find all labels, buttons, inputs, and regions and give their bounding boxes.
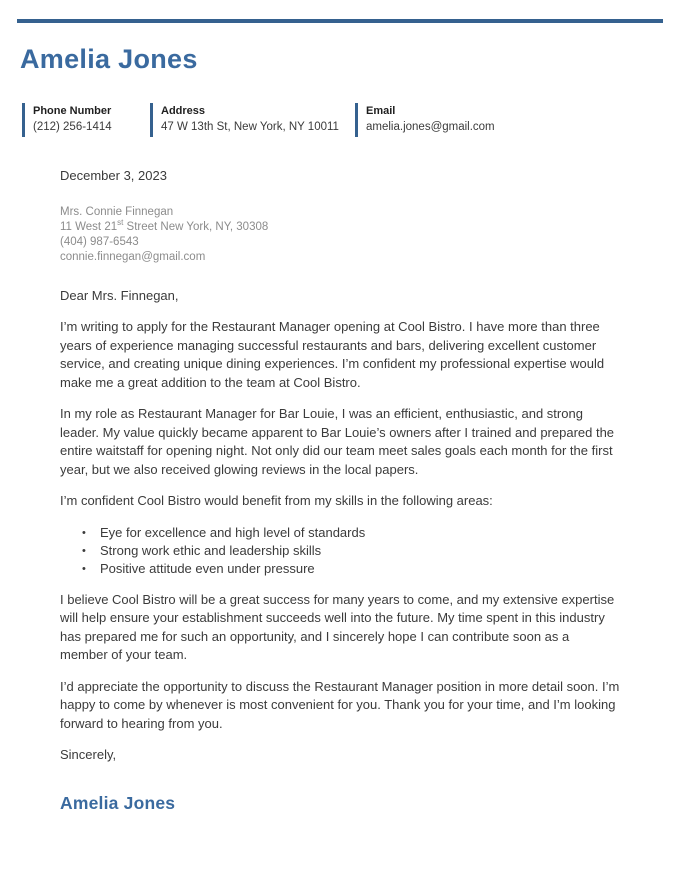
letter-body bbox=[60, 167, 620, 812]
contact-email bbox=[355, 103, 555, 137]
contact-phone-value: (212) 256-1414 bbox=[33, 121, 112, 133]
paragraph-intro: I’m writing to apply for the Restaurant Manager opening at Cool Bistro. I have more than three years of experience managing successful restaurants and bars, delivering excellent customer service, and creating unique dining experiences. I’m confident my professional expertise would make me a great addition to the team at Cool Bistro. bbox=[60, 319, 605, 390]
paragraph-experience: In my role as Restaurant Manager for Bar Louie, I was an efficient, enthusiastic, and strong leader. My value quickly became apparent to Bar Louie’s owners after I trained and prepared the entire waitstaff for opening night. Not only did our team meet sales goals each month for the first year, but we also received glowing reviews in the local papers. bbox=[60, 406, 615, 477]
recipient-phone: (404) 987-6543 bbox=[60, 235, 139, 248]
contact-bar bbox=[22, 103, 555, 137]
closing: Sincerely, bbox=[60, 747, 117, 762]
salutation: Dear Mrs. Finnegan, bbox=[60, 287, 179, 303]
contact-email-label: Email bbox=[366, 105, 396, 117]
recipient-address: 11 West 21st Street New York, NY, 30308 bbox=[60, 217, 269, 233]
contact-phone bbox=[22, 103, 150, 137]
paragraph-belief: I believe Cool Bistro will be a great success for many years to come, and my extensive expertise will help ensure your establishment succeeds well into the future. My time spent in this industry has prepared me for such an opportunity, and I sincerely hope I can contribute soon as a member of your team. bbox=[60, 591, 615, 662]
paragraph-call-to-action: I’d appreciate the opportunity to discuss the Restaurant Manager position in more detail soon. I’m happy to come by whenever is most convenient for you. Thank you for your time, and I’m looking forward to hearing from you. bbox=[60, 678, 620, 731]
signature: Amelia Jones bbox=[60, 792, 176, 813]
letter-date: December 3, 2023 bbox=[60, 168, 167, 183]
header-rule bbox=[17, 19, 663, 23]
contact-address-value: 47 W 13th St, New York, NY 10011 bbox=[161, 121, 339, 133]
contact-email-value: amelia.jones@gmail.com bbox=[366, 121, 495, 133]
contact-phone-label: Phone Number bbox=[33, 105, 112, 117]
list-item: • Strong work ethic and leadership skills bbox=[60, 542, 620, 560]
contact-address bbox=[150, 103, 355, 137]
recipient-address-ordinal: st bbox=[117, 217, 124, 227]
recipient-email: connie.finnegan@gmail.com bbox=[60, 250, 206, 263]
list-item: • Positive attitude even under pressure bbox=[60, 560, 620, 578]
paragraph-skills-lead-in: I’m confident Cool Bistro would benefit from my skills in the following areas: bbox=[60, 493, 493, 508]
skills-list bbox=[60, 524, 620, 578]
list-item: • Eye for excellence and high level of standards bbox=[60, 524, 620, 542]
recipient-name: Mrs. Connie Finnegan bbox=[60, 205, 174, 218]
page-title: Amelia Jones bbox=[20, 44, 198, 74]
contact-address-label: Address bbox=[161, 105, 206, 117]
recipient-block bbox=[60, 205, 620, 265]
